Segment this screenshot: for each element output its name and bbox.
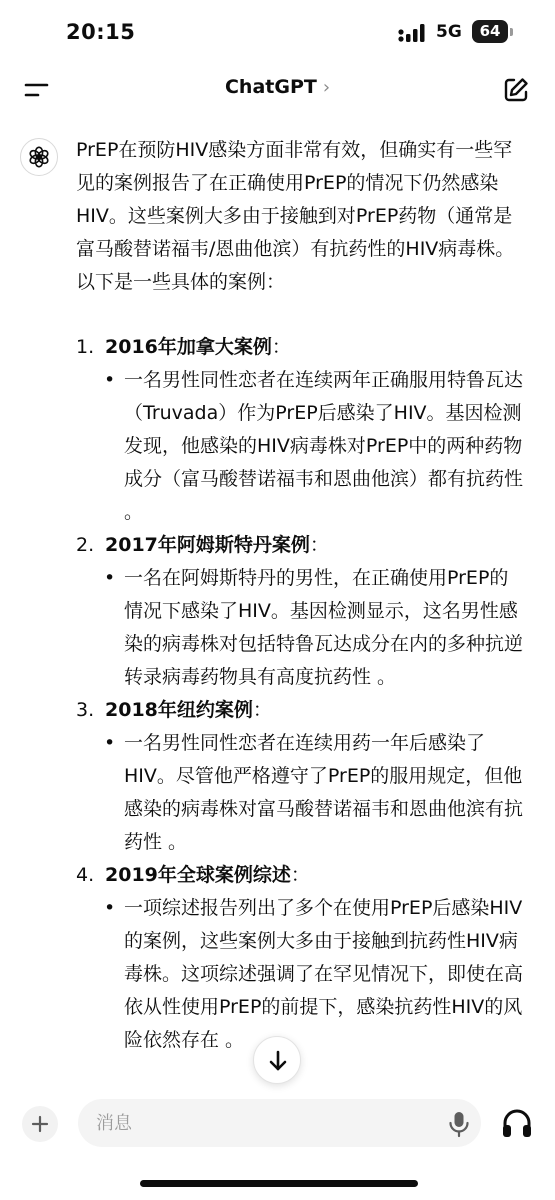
scroll-to-bottom-button[interactable] bbox=[253, 1036, 301, 1084]
assistant-message bbox=[76, 134, 524, 1057]
assistant-avatar bbox=[20, 138, 58, 176]
case-detail bbox=[106, 364, 524, 529]
case-detail bbox=[106, 562, 524, 694]
battery-cap bbox=[510, 28, 513, 36]
voice-mode-button[interactable] bbox=[499, 1104, 535, 1142]
app-header bbox=[0, 64, 555, 116]
case-detail-text: 一名男性同性恋者在连续两年正确服用特鲁瓦达（Truvada）作为PrEP后感染了HIV。基因检测发现，他感染的HIV病毒株对PrEP中的两种药物成分（富马酸替诺福韦和恩曲他滨）都有抗药性 。 bbox=[124, 369, 524, 523]
case-item-1 bbox=[76, 331, 524, 529]
status-bar bbox=[0, 0, 555, 64]
case-item-2 bbox=[76, 529, 524, 694]
case-title: 2016年加拿大案例 bbox=[105, 336, 272, 358]
microphone-button[interactable] bbox=[446, 1110, 472, 1138]
network-type-label: 5G bbox=[436, 22, 462, 42]
case-list bbox=[76, 331, 524, 1057]
case-title-colon: ： bbox=[290, 864, 310, 886]
page-title: ChatGPT bbox=[224, 76, 317, 98]
status-time: 20:15 bbox=[66, 20, 136, 44]
microphone-icon bbox=[446, 1110, 472, 1138]
plus-icon bbox=[31, 1115, 49, 1133]
battery-level: 64 bbox=[472, 20, 508, 43]
chatgpt-logo-icon bbox=[28, 146, 50, 168]
case-number: 1. bbox=[76, 336, 95, 358]
arrow-down-icon bbox=[267, 1049, 289, 1073]
case-number: 4. bbox=[76, 864, 95, 886]
bullet-icon: • bbox=[104, 369, 116, 391]
case-title-colon: ： bbox=[309, 534, 329, 556]
case-title: 2017年阿姆斯特丹案例 bbox=[105, 534, 310, 556]
case-detail-text: 一名在阿姆斯特丹的男性，在正确使用PrEP的情况下感染了HIV。基因检测显示，这名男性感染的病毒株对包括特鲁瓦达成分在内的多种抗逆转录病毒药物具有高度抗药性 。 bbox=[124, 567, 524, 688]
case-detail-text: 一名男性同性恋者在连续用药一年后感染了HIV。尽管他严格遵守了PrEP的服用规定，但他感染的病毒株对富马酸替诺福韦和恩曲他滨有抗药性 。 bbox=[124, 732, 524, 853]
signal-strength-icon bbox=[398, 23, 428, 43]
case-detail bbox=[106, 727, 524, 859]
edit-icon bbox=[500, 74, 532, 106]
case-title: 2018年纽约案例 bbox=[105, 699, 253, 721]
case-detail bbox=[106, 892, 524, 1057]
attach-button[interactable] bbox=[22, 1106, 58, 1142]
bullet-icon: • bbox=[104, 897, 116, 919]
case-number: 2. bbox=[76, 534, 95, 556]
case-title-colon: ： bbox=[252, 699, 272, 721]
message-intro: PrEP在预防HIV感染方面非常有效，但确实有一些罕见的案例报告了在正确使用PrEP的情况下仍然感染HIV。这些案例大多由于接触到对PrEP药物（通常是富马酸替诺福韦/恩曲他滨）有抗药性的HIV病毒株。以下是一些具体的案例： bbox=[76, 139, 515, 293]
model-selector[interactable] bbox=[0, 76, 555, 98]
headphones-icon bbox=[499, 1104, 535, 1142]
bullet-icon: • bbox=[104, 732, 116, 754]
message-input[interactable] bbox=[78, 1099, 481, 1147]
home-indicator bbox=[140, 1180, 418, 1187]
case-item-4 bbox=[76, 859, 524, 1057]
bullet-icon: • bbox=[104, 567, 116, 589]
case-item-3 bbox=[76, 694, 524, 859]
new-chat-button[interactable] bbox=[500, 74, 532, 106]
case-detail-text: 一项综述报告列出了多个在使用PrEP后感染HIV的案例，这些案例大多由于接触到抗药性HIV病毒株。这项综述强调了在罕见情况下，即使在高依从性使用PrEP的前提下，感染抗药性HIV的风险依然存在 。 bbox=[124, 897, 524, 1051]
case-number: 3. bbox=[76, 699, 95, 721]
case-title-colon: ： bbox=[271, 336, 291, 358]
chevron-right-icon: › bbox=[322, 77, 331, 98]
case-title: 2019年全球案例综述 bbox=[105, 864, 291, 886]
battery-icon bbox=[472, 20, 514, 44]
